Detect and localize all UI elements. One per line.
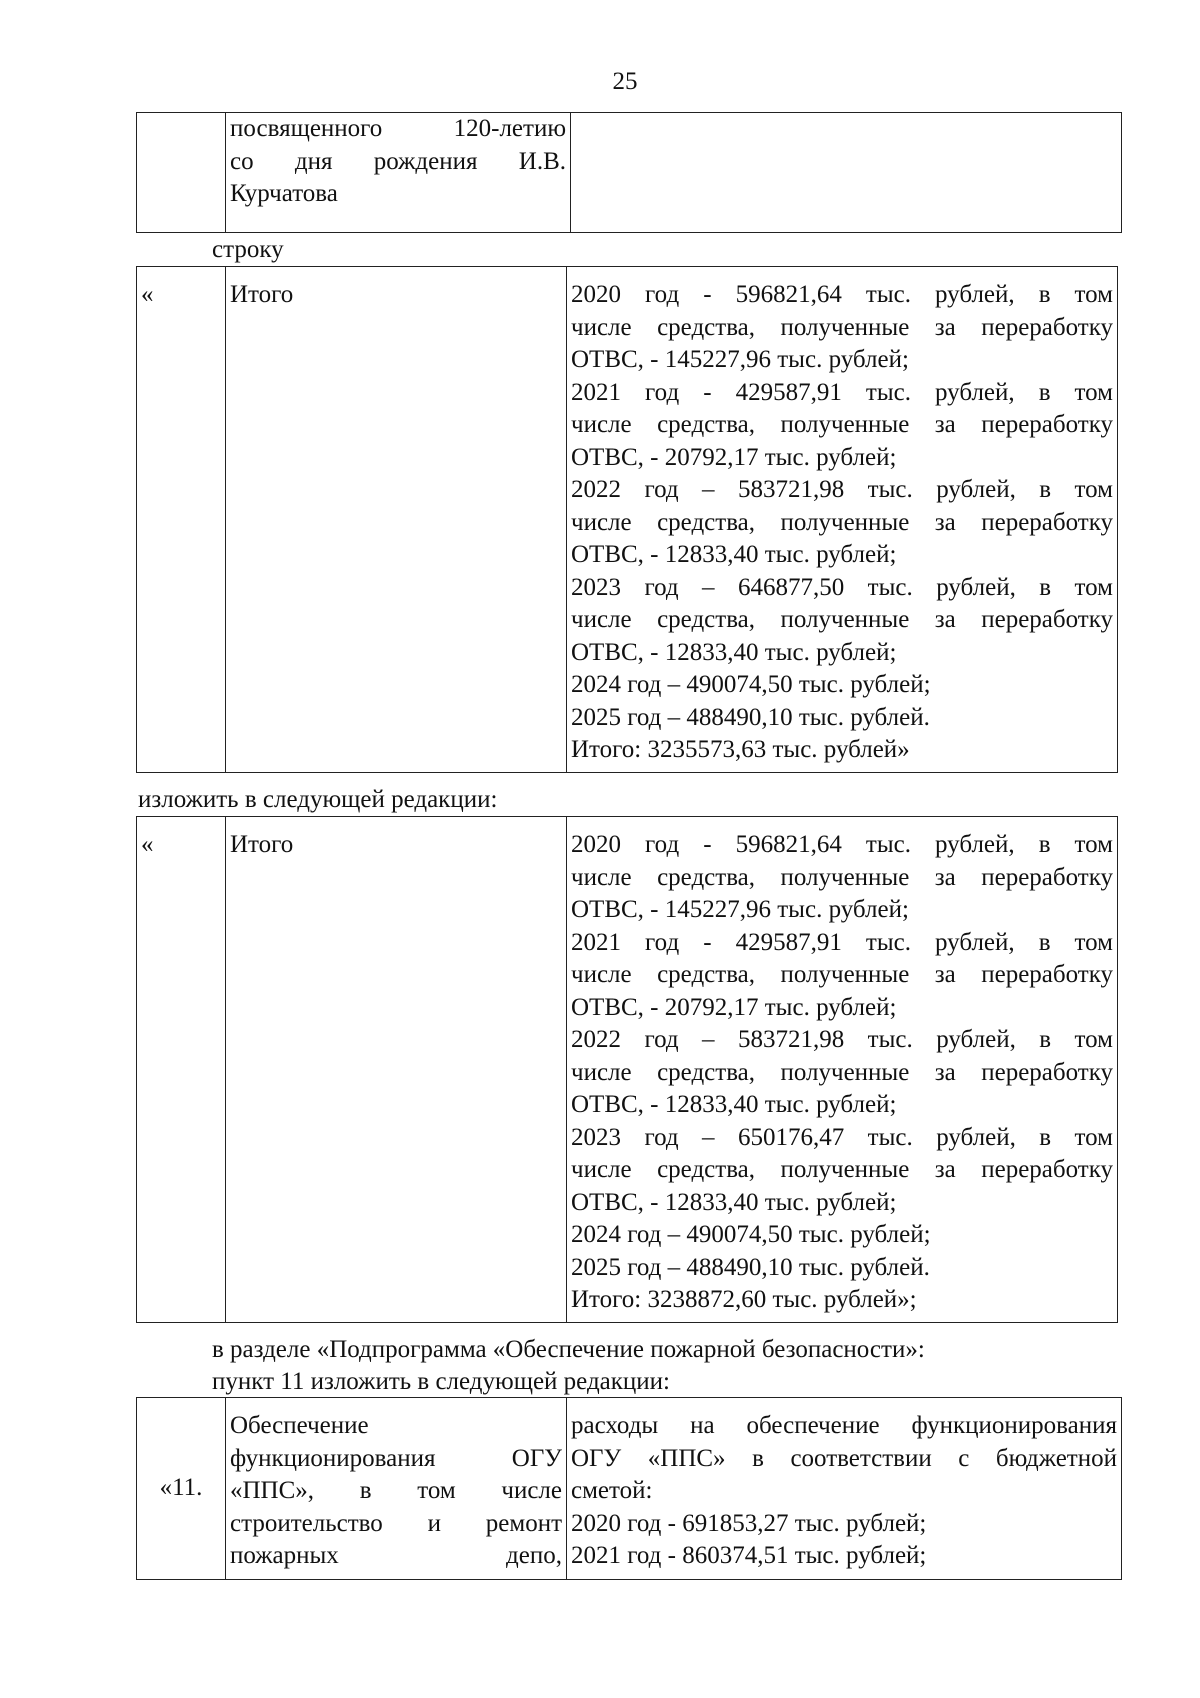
text-line: 2020 год - 596821,64 тыс. рублей, в том: [571, 281, 1113, 308]
text-line: посвященного 120-летию: [230, 115, 566, 142]
text-line: 2020 год - 596821,64 тыс. рублей, в том: [571, 831, 1113, 858]
text-line: Итого: 3238872,60 тыс. рублей»;: [571, 1286, 917, 1313]
text-line: ОГУ «ППС» в соответствии с бюджетной: [571, 1444, 1117, 1472]
text-line: числе средства, полученные за переработку: [571, 411, 1113, 438]
table-cell-amounts: [567, 817, 1118, 1323]
point-heading: пункт 11 изложить в следующей редакции:: [212, 1368, 670, 1395]
text-line: сметой:: [571, 1477, 653, 1504]
text-line: расходы на обеспечение функционирования: [571, 1412, 1117, 1439]
text-line: 2023 год – 650176,47 тыс. рублей, в том: [571, 1123, 1113, 1151]
text-line: ОТВС, - 145227,96 тыс. рублей;: [571, 346, 909, 373]
text-line: 2025 год – 488490,10 тыс. рублей.: [571, 1253, 930, 1281]
text-line: ОТВС, - 145227,96 тыс. рублей;: [571, 896, 909, 923]
table-cell-description: [567, 1398, 1122, 1580]
table-cell-name: Итого: [226, 267, 567, 773]
table-cell-number: «11.: [137, 1398, 226, 1580]
text-line: 2021 год - 860374,51 тыс. рублей;: [571, 1542, 927, 1569]
text-line: 2021 год - 429587,91 тыс. рублей, в том: [571, 378, 1113, 406]
section-heading: в разделе «Подпрограмма «Обеспечение пожарной безопасности»:: [212, 1336, 925, 1363]
table-cell-empty: [571, 113, 1122, 233]
text-line: 2022 год – 583721,98 тыс. рублей, в том: [571, 476, 1113, 503]
text-line: пожарных депо,: [230, 1542, 562, 1569]
table-cell-name: Итого: [226, 817, 567, 1323]
text-line: 2025 год – 488490,10 тыс. рублей.: [571, 703, 930, 731]
text-line: ОТВС, - 12833,40 тыс. рублей;: [571, 1188, 897, 1216]
text-line: числе средства, полученные за переработку: [571, 606, 1113, 633]
table-continuation: [136, 112, 1122, 233]
text-line: числе средства, полученные за переработку: [571, 313, 1113, 341]
label-stroku: строку: [212, 236, 284, 263]
text-line: со дня рождения И.В.: [230, 147, 566, 175]
text-line: 2024 год – 490074,50 тыс. рублей;: [571, 1221, 931, 1248]
text-line: 2022 год – 583721,98 тыс. рублей, в том: [571, 1026, 1113, 1053]
table-old-total: [136, 266, 1118, 773]
table-cell-amounts: [567, 267, 1118, 773]
text-line: числе средства, полученные за переработку: [571, 961, 1113, 988]
text-line: ОТВС, - 12833,40 тыс. рублей;: [571, 541, 897, 568]
text-line: 2024 год – 490074,50 тыс. рублей;: [571, 671, 931, 698]
table-cell-empty: [137, 113, 226, 233]
text-line: «ППС», в том числе: [230, 1477, 562, 1504]
text-line: Обеспечение: [230, 1412, 369, 1439]
page-number: 25: [612, 68, 638, 95]
table-cell-marker: «: [137, 817, 226, 1323]
text-line: 2023 год – 646877,50 тыс. рублей, в том: [571, 573, 1113, 601]
text-line: числе средства, полученные за переработку: [571, 1058, 1113, 1086]
text-line: числе средства, полученные за переработку: [571, 863, 1113, 891]
text-line: строительство и ремонт: [230, 1509, 562, 1537]
table-cell-name: [226, 113, 571, 233]
text-line: ОТВС, - 20792,17 тыс. рублей;: [571, 993, 897, 1021]
text-line: функционирования ОГУ: [230, 1444, 562, 1472]
table-point-11: [136, 1397, 1122, 1580]
text-line: ОТВС, - 20792,17 тыс. рублей;: [571, 443, 897, 471]
text-line: Курчатова: [230, 180, 338, 207]
text-line: числе средства, полученные за переработку: [571, 1156, 1113, 1183]
text-line: 2021 год - 429587,91 тыс. рублей, в том: [571, 928, 1113, 956]
text-line: Итого: 3235573,63 тыс. рублей»: [571, 736, 910, 763]
text-line: числе средства, полученные за переработку: [571, 508, 1113, 536]
table-new-total: [136, 816, 1118, 1323]
label-edit: изложить в следующей редакции:: [138, 786, 498, 813]
text-line: 2020 год - 691853,27 тыс. рублей;: [571, 1509, 927, 1537]
table-cell-marker: «: [137, 267, 226, 773]
text-line: ОТВС, - 12833,40 тыс. рублей;: [571, 1091, 897, 1118]
table-cell-name: [226, 1398, 567, 1580]
text-line: ОТВС, - 12833,40 тыс. рублей;: [571, 638, 897, 666]
